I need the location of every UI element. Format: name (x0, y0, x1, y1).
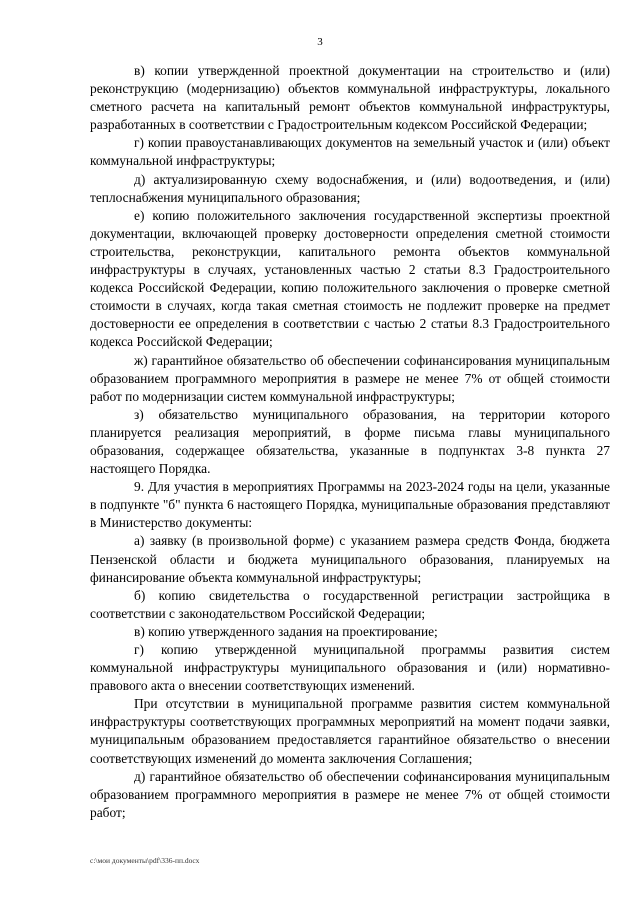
document-body (90, 62, 610, 822)
paragraph-b-certificate: б) копию свидетельства о государственной регистрации застройщика в соответствии с законодательством Российской Федерации; (90, 587, 610, 621)
paragraph-e-expertise: е) копию положительного заключения государственной экспертизы проектной документации, включающей проверку достоверности определения сметной стоимости строительства, реконструкции, капитального ремонта объектов коммунальной инфраструктуры в случаях, установленных частью 2 статьи 8.3 Градостроительного кодекса Российской Федерации, копию положительного заключения о проверке сметной стоимости в случаях, когда такая сметная стоимость не подлежит проверке на предмет достоверности ее определения в соответствии с частью 2 статьи 8.3 Градостроительного кодекса Российской Федерации; (90, 207, 610, 350)
footer-file-path: c:\мои документы\pdf\336-пп.docx (90, 856, 200, 865)
paragraph-v-project-docs: в) копии утвержденной проектной документации на строительство и (или) реконструкцию (модернизацию) объектов коммунальной инфраструктуры, локального сметного расчета на капитальный ремонт объектов коммунальной инфраструктуры, разработанных в соответствии с Градостроительным кодексом Российской Федерации; (90, 63, 610, 133)
paragraph-z-obligation: з) обязательство муниципального образования, на территории которого планируется реализация мероприятий, в форме письма главы муниципального образования, содержащее обязательства, указанные в подпунктах 3-8 пункта 27 настоящего Порядка. (90, 406, 610, 477)
paragraph-9-participation: 9. Для участия в мероприятиях Программы на 2023-2024 годы на цели, указанные в подпункте "б" пункта 6 настоящего Порядка, муниципальные образования представляют в Министерство документы: (90, 479, 610, 531)
paragraph-zh-guarantee: ж) гарантийное обязательство об обеспечении софинансирования муниципальным образованием программного мероприятия в размере не менее 7% от общей стоимости работ по модернизации систем коммунальной инфраструктуры; (90, 352, 610, 404)
paragraph-a-application: а) заявку (в произвольной форме) с указанием размера средств Фонда, бюджета Пензенской области и бюджета муниципального образования, планируемых на финансирование объекта коммунальной инфраструктуры; (90, 533, 610, 585)
paragraph-v-design-task: в) копию утвержденного задания на проектирование; (134, 623, 438, 639)
paragraph-absence-note: При отсутствии в муниципальной программе развития систем коммунальной инфраструктуры соответствующих программных мероприятий на момент подачи заявки, муниципальным образованием предоставляется гарантийное обязательство о внесении соответствующих изменений до момента заключения Соглашения; (90, 696, 610, 766)
paragraph-d-guarantee: д) гарантийное обязательство об обеспечении софинансирования муниципальным образованием программного мероприятия в размере не менее 7% от общей стоимости работ; (90, 768, 610, 820)
paragraph-d-supply-scheme: д) актуализированную схему водоснабжения, и (или) водоотведения, и (или) теплоснабжения муниципального образования; (90, 171, 610, 205)
page-number: 3 (317, 36, 323, 48)
paragraph-g-program: г) копию утвержденной муниципальной программы развития систем коммунальной инфраструктуры муниципального образования и (или) нормативно-правового акта о внесении соответствующих изменений. (90, 642, 610, 694)
paragraph-g-land-docs: г) копии правоустанавливающих документов на земельный участок и (или) объект коммунальной инфраструктуры; (90, 135, 610, 169)
